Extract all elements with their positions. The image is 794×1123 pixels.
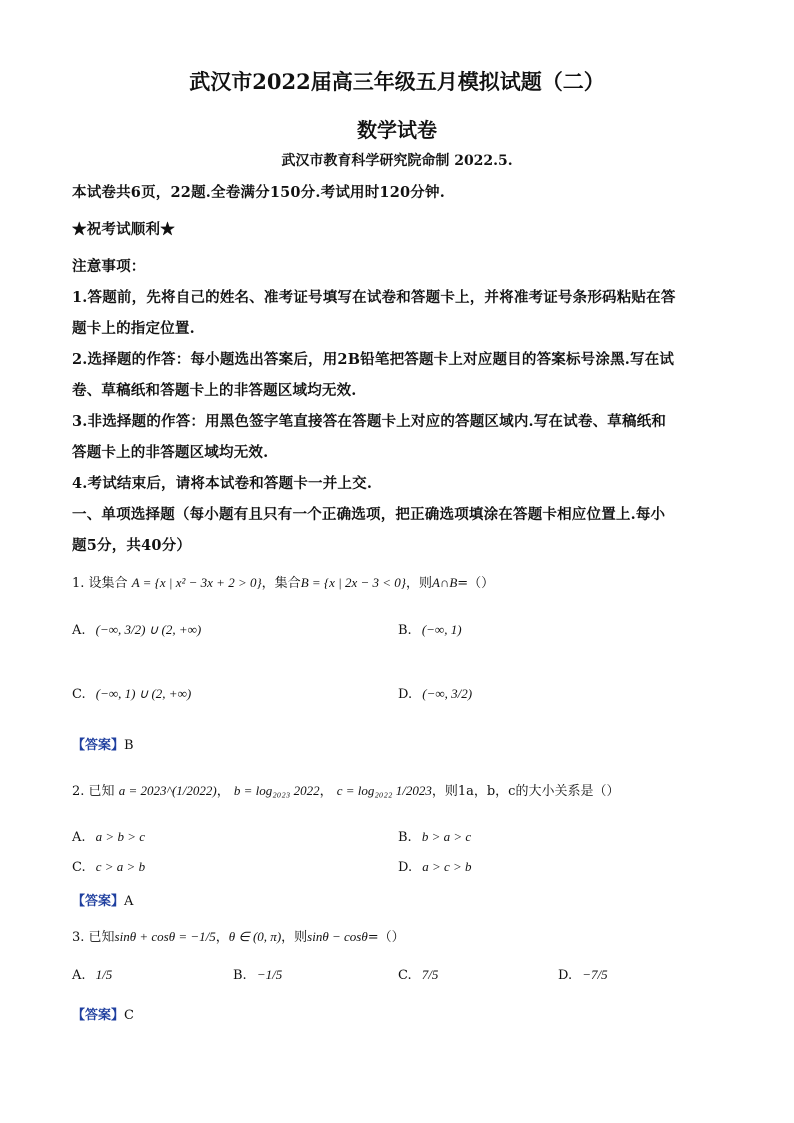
q2-b-expr: b = log₂₀₂₃ 2022 — [233, 783, 320, 798]
page-title: 武汉市2022届高三年级五月模拟试题（二） — [189, 69, 605, 94]
q3-answer-tag: 【答案】 — [72, 1008, 125, 1023]
q3-option-c — [398, 967, 438, 983]
q3-opt-d-label: D. — [558, 968, 573, 983]
q1-opt-b-label: B. — [398, 623, 412, 638]
note-2-line-2: 卷、草稿纸和答题卡上的非答题区域均无效. — [72, 382, 357, 399]
q2-opt-c-label: C. — [72, 860, 86, 875]
q1-set-a: A = {x | x² − 3x + 2 > 0} — [131, 575, 262, 590]
q3-opt-b-text: −1/5 — [256, 967, 283, 982]
q1-prefix: 1. 设集合 — [72, 576, 128, 591]
q3-opt-c-label: C. — [398, 968, 412, 983]
q1-option-b — [398, 622, 462, 638]
q3-end: =（） — [367, 930, 405, 945]
question-3-stem: 3. 已知sinθ + cosθ = −1/5，θ ∈ (0, π)，则sinθ − cosθ=（） — [72, 929, 405, 945]
q2-answer-value: A — [124, 894, 134, 909]
q3-option-b — [233, 967, 282, 983]
note-3-line-2: 答题卡上的非答题区域均无效. — [72, 444, 269, 461]
note-3-line-1: 3.非选择题的作答：用黑色签字笔直接答在答题卡上对应的答题区域内.写在试卷、草稿纸和 — [72, 413, 667, 430]
issuer-line: 武汉市教育科学研究院命制 2022.5. — [281, 153, 513, 169]
q3-condition: sinθ + cosθ = −1/5 — [114, 929, 216, 944]
notes-title: 注意事项： — [72, 258, 146, 275]
q3-answer — [72, 1004, 134, 1023]
q3-opt-a-label: A. — [72, 968, 86, 983]
q1-opt-d-label: D. — [398, 687, 413, 702]
q1-opt-c-label: C. — [72, 687, 86, 702]
q2-opt-c-text: c > a > b — [95, 859, 146, 874]
q2-answer — [72, 890, 133, 909]
q1-opt-a-label: A. — [72, 623, 86, 638]
q1-expr: A∩B — [431, 575, 458, 590]
q2-option-a — [72, 829, 145, 845]
q1-opt-d-text: (−∞, 3/2) — [422, 686, 473, 701]
q2-opt-b-text: b > a > c — [421, 829, 472, 844]
q1-mid: ，集合 — [261, 576, 301, 591]
note-1-line-2: 题卡上的指定位置. — [72, 320, 195, 337]
note-2-line-1: 2.选择题的作答：每小题选出答案后，用2B铅笔把答题卡上对应题目的答案标号涂黑.写在试 — [72, 351, 675, 368]
q2-opt-a-label: A. — [72, 830, 86, 845]
question-2-stem: 2. 已知 a = 2023^(1/2022)， b = log₂₀₂₃ 2022， c = log₂₀₂₂ 1/2023，则1a，b，c的大小关系是（） — [72, 783, 620, 799]
q3-option-a — [72, 967, 112, 983]
q2-option-c — [72, 859, 145, 875]
q2-opt-a-text: a > b > c — [95, 829, 145, 844]
q3-opt-c-text: 7/5 — [421, 967, 439, 982]
note-4: 4.考试结束后，请将本试卷和答题卡一并上交. — [72, 475, 373, 492]
q2-opt-b-label: B. — [398, 830, 412, 845]
q2-tail: ，则1a，b，c的大小关系是（） — [431, 784, 620, 799]
q2-opt-d-label: D. — [398, 860, 413, 875]
page-subtitle: 数学试卷 — [357, 118, 437, 142]
q3-opt-a-text: 1/5 — [95, 967, 113, 982]
q2-option-b — [398, 829, 471, 845]
q3-range: θ ∈ (0, π) — [228, 929, 282, 944]
q1-end: =（） — [457, 576, 495, 591]
q3-answer-value: C — [124, 1008, 134, 1023]
note-1-line-1: 1.答题前，先将自己的姓名、准考证号填写在试卷和答题卡上，并将准考证号条形码粘贴在答 — [72, 289, 676, 306]
q3-opt-d-text: −7/5 — [582, 967, 608, 982]
q3-option-d — [558, 967, 608, 983]
q1-tail: ，则 — [405, 576, 432, 591]
q2-prefix: 2. 已知 — [72, 784, 115, 799]
q3-prefix: 3. 已知 — [72, 930, 115, 945]
q1-answer-tag: 【答案】 — [72, 738, 125, 753]
exam-info: 本试卷共6页，22题.全卷满分150分.考试用时120分钟. — [72, 184, 445, 201]
q1-set-b: B = {x | 2x − 3 < 0} — [300, 575, 406, 590]
q1-opt-b-text: (−∞, 1) — [421, 622, 462, 637]
q1-answer-value: B — [124, 738, 134, 753]
q2-answer-tag: 【答案】 — [72, 894, 125, 909]
section-1-heading-line-1: 一、单项选择题（每小题有且只有一个正确选项，把正确选项填涂在答题卡相应位置上.每小 — [72, 506, 666, 523]
q1-opt-a-text: (−∞, 3/2) ∪ (2, +∞) — [95, 622, 202, 637]
q2-opt-d-text: a > c > b — [422, 859, 472, 874]
q1-option-c — [72, 686, 191, 702]
q3-opt-b-label: B. — [233, 968, 247, 983]
question-1-stem — [72, 572, 494, 591]
q1-opt-c-text: (−∞, 1) ∪ (2, +∞) — [95, 686, 192, 701]
section-1-heading-line-2: 题5分，共40分） — [72, 537, 192, 554]
q2-option-d — [398, 859, 472, 875]
q3-tail: ，则 — [281, 930, 308, 945]
q3-ask: sinθ − cosθ — [307, 929, 368, 944]
q2-c-expr: c = log₂₀₂₂ 1/2023 — [336, 783, 432, 798]
good-luck-line: ★祝考试顺利★ — [72, 221, 175, 238]
q1-option-a — [72, 622, 201, 638]
q1-option-d — [398, 686, 472, 702]
q2-a-expr: a = 2023^(1/2022) — [118, 783, 217, 798]
q1-answer — [72, 734, 134, 753]
